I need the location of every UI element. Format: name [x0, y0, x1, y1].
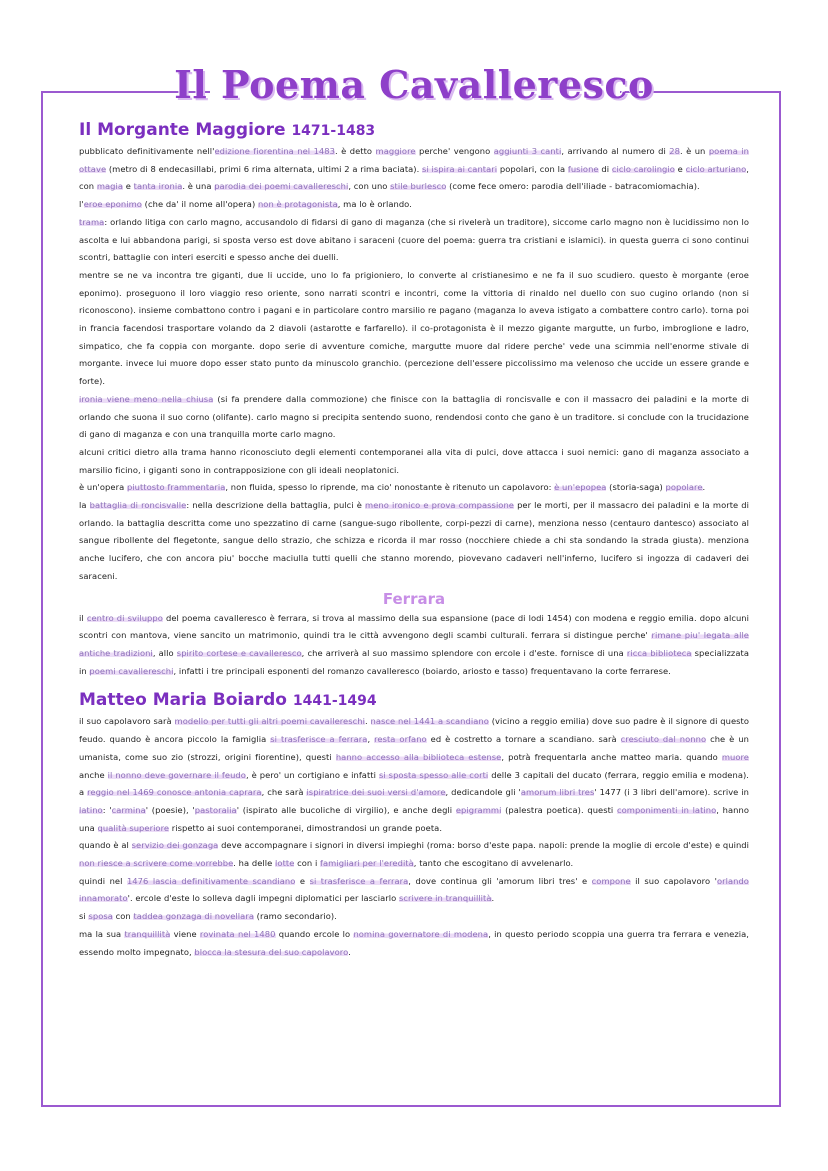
highlighted-text: rimane piu' legata alle antiche tradizioni [79, 630, 749, 658]
text-run: ma la sua [79, 928, 125, 939]
highlighted-text: taddea gonzaga di novellara [133, 911, 254, 922]
text-run: si [79, 911, 89, 922]
text-run: con i [294, 858, 321, 869]
highlighted-text: latino [79, 804, 103, 815]
text-run: (che da' il nome all'opera) [141, 199, 258, 210]
text-run: con [112, 911, 134, 922]
highlighted-text: ispiratrice dei suoi versi d'amore [306, 787, 446, 798]
text-run: , hanno una [79, 804, 749, 833]
text-run: e [674, 163, 686, 174]
text-run: (vicino a reggio emilia) dove suo padre è il signore di questo feudo. quando è ancora piccolo la famiglia [79, 716, 750, 745]
text-run: rispetto ai suoi contemporanei, dimostrandosi un grande poeta. [169, 822, 443, 833]
paragraph [79, 908, 749, 926]
highlighted-text: reggio nel 1469 conosce antonia caprara [87, 787, 262, 798]
highlighted-text: fusione [567, 163, 599, 174]
subheading-ferrara: Ferrara [382, 589, 446, 608]
highlighted-text: carmina [111, 804, 146, 815]
text-run: . [491, 893, 495, 904]
highlighted-text: si sposta spesso alle corti [378, 769, 489, 780]
highlighted-text: qualità superiore [97, 822, 170, 833]
highlighted-text: piuttosto frammentaria [126, 482, 226, 493]
paragraph [79, 713, 749, 837]
highlighted-text: maggiore [375, 146, 416, 156]
text-run: anche [79, 769, 108, 780]
text-run: : orlando litiga con carlo magno, accusandolo di fidarsi di gano di maganza (che si rivelerà un traditore), siccome carlo magno non è lucidissimo non lo ascolta e lui abbandona parigi, si sposta verso est dove abitano i saraceni (cuore del poema: guerra tra cristiani e islamici). in questa guerra ci sono continui scontri, battaglie con interi eserciti e spesso anche dei duelli. [79, 216, 749, 263]
highlighted-text: modello per tutti gli altri poemi cavallereschi [174, 716, 365, 727]
highlighted-text: tranquillità [124, 928, 171, 939]
highlighted-text: battaglia di roncisvalle [89, 500, 187, 511]
text-run: , dove continua gli 'amorum libri tres' e [408, 875, 592, 886]
section-body-boiardo [79, 713, 749, 961]
paragraph [79, 479, 749, 497]
highlighted-text: parodia dei poemi cavallereschi [214, 181, 349, 192]
text-run: (si fa prendere dalla commozione) che finisce con la battaglia di roncisvalle e con il massacro dei paladini e la morte di orlando che suona il suo corno (olifante). carlo magno si precipita sentendo suono, rendendosi conto che gano è un traditore. si conclude con la trucidazione di gano di maganza e con una tranquilla morte carlo magno. [79, 393, 749, 440]
highlighted-text: 1476 lascia definitivamente scandiano [126, 875, 296, 886]
highlighted-text: famigliari per l'eredità [320, 858, 414, 869]
highlighted-text: trama [79, 216, 105, 227]
highlighted-text: lotte [275, 858, 295, 869]
text-run: mentre se ne va incontra tre giganti, due li uccide, uno lo fa prigioniero, lo converte al cristianesimo e ne fa il suo scudiero. questo è morgante (eroe eponimo). proseguono il loro viaggio reso oriente, sono narrati scontri e incontri, come la vittoria di rinaldo nel duello con suo cugino orlando (non si riconoscono). insieme combattono contro i pagani e in particolare contro marsilio re pagano (maganza lo aveva istigato a combattere contro carlo). torna poi in francia facendosi trasportare volando da 2 diavoli (astarotte e farfarello). il co-protagonista è il mezzo gigante margutte, un furbo, imbroglione e ladro, simpatico, che fa coppia con morgante. dopo serie di avventure comiche, margutte muore dal ridere perche' vede una scimmia nell'enorme stivale di morgante. invece lui muore dopo esser stato punto da minuscolo granchio. (percezione dell'essere piccolissimo ma velenoso che uccide un essere grande e forte). [79, 269, 749, 387]
highlighted-text: blocca la stesura del suo capolavoro [194, 946, 349, 957]
text-run: il suo capolavoro sarà [79, 716, 175, 727]
text-run: e [295, 875, 310, 886]
highlighted-text: ricca biblioteca [626, 647, 692, 658]
highlighted-text: muore [721, 751, 749, 762]
highlighted-text: si trasferisce a ferrara [270, 734, 368, 745]
highlighted-text: scrivere in tranquillità [398, 893, 492, 904]
text-run: , tanto che escogitano di avvelenarlo. [413, 858, 574, 869]
text-run: , ma lo è orlando. [337, 199, 412, 210]
highlighted-text: aggiunti 3 canti [493, 146, 562, 156]
highlighted-text: hanno accesso alla biblioteca estense [335, 751, 502, 762]
page-title: Il Poema Cavalleresco [174, 62, 654, 107]
highlighted-text: non riesce a scrivere come vorrebbe [79, 858, 234, 869]
highlighted-text: meno ironico e prova compassione [365, 500, 514, 511]
text-run: (metro di 8 endecasillabi, primi 6 rima alternata, ultimi 2 a rima baciata). [106, 163, 423, 174]
highlighted-text: si trasferisce a ferrara [309, 875, 409, 886]
text-run: è un'opera [79, 482, 127, 493]
paragraph [79, 926, 749, 961]
paragraph [79, 610, 749, 681]
highlighted-text: ciclo arturiano [685, 163, 747, 174]
text-run: quindi nel [79, 875, 127, 886]
highlighted-text: resta orfano [374, 734, 427, 745]
text-run: '. ercole d'este lo solleva dagli impegni diplomatici per lasciarlo [127, 893, 399, 904]
text-run: ed è costretto a tornare a scandiano. sarà [426, 734, 621, 745]
highlighted-text: cresciuto dal nonno [620, 734, 707, 745]
text-run: , allo [152, 647, 177, 658]
heading-text: Il Morgante Maggiore [79, 120, 286, 140]
text-run: ' (poesie), ' [145, 804, 195, 815]
text-run: viene [170, 928, 200, 939]
text-run: , in questo periodo scoppia una guerra tra ferrara e venezia, essendo molto impegnato, [79, 928, 750, 957]
highlighted-text: sposa [88, 911, 113, 922]
text-run: il [79, 612, 87, 623]
highlighted-text: non è protagonista [257, 199, 338, 210]
text-run: delle 3 capitali del ducato (ferrara, reggio emilia e modena). a [79, 769, 749, 798]
highlighted-text: si ispira ai cantari [422, 163, 498, 174]
highlighted-text: ironia viene meno nella chiusa [79, 393, 214, 404]
heading-years: 1441-1494 [292, 693, 377, 710]
text-run: , che sarà [261, 787, 307, 798]
text-run: . [702, 482, 706, 493]
highlighted-text: epigrammi [455, 804, 502, 815]
highlighted-text: poemi cavallereschi [89, 665, 174, 676]
paragraph [79, 837, 749, 872]
paragraph [79, 214, 749, 267]
text-run: (palestra poetica). questi [501, 804, 617, 815]
highlighted-text: centro di sviluppo [86, 612, 163, 623]
text-run: , con uno [348, 181, 391, 192]
text-run: ' 1477 (i 3 libri dell'amore). scrive in [594, 787, 750, 798]
text-run: deve accompagnare i signori in diversi impieghi (roma: borso d'este papa. napoli: prende la moglie di ercole d'este) e quindi [218, 840, 749, 851]
text-run: , [367, 734, 375, 745]
text-run: . ha delle [233, 858, 276, 869]
heading-text: Matteo Maria Boiardo [79, 690, 287, 711]
text-run: . [364, 716, 371, 727]
text-run: . [348, 946, 351, 957]
text-run: di [598, 163, 612, 174]
highlighted-text: compone [591, 875, 631, 886]
text-run: : nella descrizione della battaglia, pulci è [186, 500, 366, 511]
text-run: per le morti, per il massacro dei paladini e la morte di orlando. la battaglia descritta come uno spezzatino di carne (sangue-sugo ribollente, corpi-pezzi di carne), menziona nesso (centauro dantesco) associato al sangue ribollente del flegetonte, sangue dello strazio, che schizza e ricorda il mar rosso (nocchiere chiede a chi sta sondando la strada giusta). menziona anche lucifero, che con ancora piu' bocche maciulla tutti quelli che stanno morendo, piovevano cadaveri nell'inferno, lucifero si ingozza di cadaveri dei saraceni. [79, 500, 750, 581]
text-run: perche' vengono [415, 146, 494, 156]
text-run: . è detto [335, 146, 376, 156]
highlighted-text: rovinata nel 1480 [199, 928, 276, 939]
text-run: . è un [679, 146, 709, 156]
heading-years: 1471-1483 [291, 123, 376, 139]
text-run: , che arriverà al suo massimo splendore con ercole i d'este. fornisce di una [301, 647, 627, 658]
text-run: : ' [102, 804, 112, 815]
highlighted-text: servizio dei gonzaga [131, 840, 219, 851]
highlighted-text: è un'epopea [554, 482, 607, 493]
text-run: , con [79, 163, 749, 192]
highlighted-text: popolare [665, 482, 703, 493]
highlighted-text: eroe eponimo [83, 199, 142, 210]
paragraph [79, 196, 749, 214]
paragraph [79, 444, 749, 479]
text-run: la [79, 500, 90, 511]
text-run: , dedicandole gli ' [445, 787, 521, 798]
highlighted-text: il nonno deve governare il feudo [107, 769, 246, 780]
text-run: quando è al [79, 840, 132, 851]
highlighted-text: orlando innamorato [79, 875, 749, 904]
text-run: (storia-saga) [606, 482, 666, 493]
section-heading-morgante [79, 118, 749, 143]
notes-body [79, 118, 749, 961]
text-run: e [123, 181, 134, 192]
highlighted-text: 28 [669, 146, 680, 156]
section-body-ferrara [79, 610, 749, 681]
highlighted-text: poema in ottave [79, 146, 749, 174]
text-run: specializzata in [79, 647, 749, 676]
highlighted-text: amorum libri tres [520, 787, 595, 798]
text-run: , potrà frequentarla anche matteo maria. quando [501, 751, 722, 762]
highlighted-text: nomina governatore di modena [353, 928, 489, 939]
text-run: , non fluida, spesso lo riprende, ma cio' nonostante è ritenuto un capolavoro: [225, 482, 555, 493]
paragraph [79, 873, 749, 908]
highlighted-text: pastoralia [194, 804, 237, 815]
text-run: pubblicato definitivamente nell' [79, 146, 215, 156]
text-run: ' (ispirato alle bucoliche di virgilio), e anche degli [236, 804, 456, 815]
paragraph [79, 267, 749, 391]
text-run: il suo capolavoro ' [630, 875, 717, 886]
text-run: , è pero' un cortigiano e infatti [245, 769, 379, 780]
section-body-morgante [79, 143, 749, 586]
highlighted-text: stile burlesco [390, 181, 447, 192]
paragraph [79, 143, 749, 196]
text-run: , infatti i tre principali esponenti del romanzo cavalleresco (boiardo, ariosto e tasso) frequentavano la corte ferrarese. [173, 665, 671, 676]
highlighted-text: nasce nel 1441 a scandiano [370, 716, 489, 727]
text-run: . è una [182, 181, 215, 192]
highlighted-text: magia [96, 181, 124, 192]
highlighted-text: tanta ironia [133, 181, 183, 192]
paragraph [79, 497, 749, 586]
text-run: (ramo secondario). [253, 911, 337, 922]
highlighted-text: componimenti in latino [616, 804, 717, 815]
text-run: del poema cavalleresco è ferrara, si trova al massimo della sua espansione (pace di lodi 1454) con modena e reggio emilia. dopo alcuni scontri con mantova, viene sancito un matrimonio, quindi tra le città avvengono degli scambi culturali. ferrara si distingue perche' [79, 612, 750, 641]
highlighted-text: ciclo carolingio [611, 163, 675, 174]
text-run: (come fece omero: parodia dell'iliade - batracomiomachia). [446, 181, 700, 192]
text-run: l' [79, 199, 84, 210]
text-run: alcuni critici dietro alla trama hanno riconosciuto degli elementi contemporanei alla vita di pulci, dove attacca i suoi nemici: gano di maganza associato a marsilio ficino, i giganti sono in contrapposizione con gli ideali neoplatonici. [79, 446, 749, 475]
paragraph [79, 391, 749, 444]
highlighted-text: edizione fiorentina nel 1483 [214, 146, 336, 156]
highlighted-text: spirito cortese e cavalleresco [176, 647, 302, 658]
text-run: popolari, con la [497, 163, 568, 174]
text-run: che è un umanista, come suo zio (strozzi, origini fiorentine), questi [79, 734, 750, 762]
section-heading-boiardo [79, 688, 749, 713]
text-run: quando ercole lo [275, 928, 354, 939]
text-run: , arrivando al numero di [561, 146, 670, 156]
